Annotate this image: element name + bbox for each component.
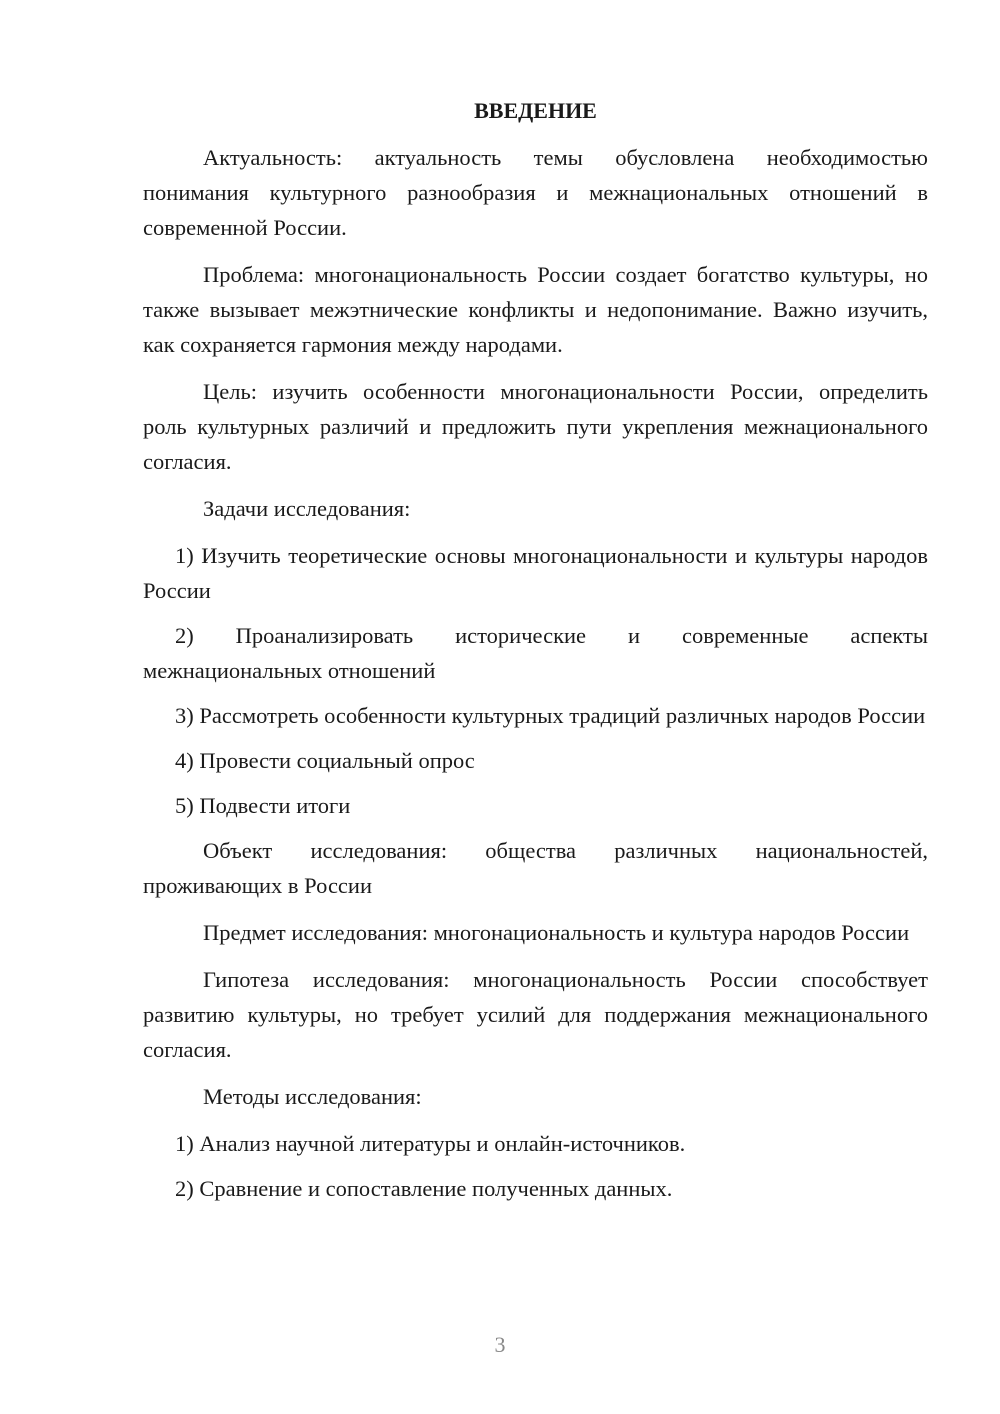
relevance-paragraph: Актуальность: актуальность темы обусловлена необходимостью понимания культурного разнообразия и межнациональных отношений в современной России. bbox=[143, 145, 928, 240]
method-item: 1) Анализ научной литературы и онлайн-источников. bbox=[175, 1131, 686, 1156]
task-item: 4) Провести социальный опрос bbox=[175, 748, 475, 773]
page-number: 3 bbox=[494, 1332, 506, 1357]
goal-paragraph: Цель: изучить особенности многонациональности России, определить роль культурных различий и предложить пути укрепления межнационального согласия. bbox=[143, 379, 928, 474]
hypothesis-paragraph: Гипотеза исследования: многонациональность России способствует развитию культуры, но требует усилий для поддержания межнационального согласия. bbox=[143, 967, 928, 1062]
task-item: 2) Проанализировать исторические и современные аспекты межнациональных отношений bbox=[143, 623, 928, 683]
method-item: 2) Сравнение и сопоставление полученных данных. bbox=[175, 1176, 673, 1201]
document-title: ВВЕДЕНИЕ bbox=[474, 98, 597, 123]
object-paragraph: Объект исследования: общества различных национальностей, проживающих в России bbox=[143, 838, 928, 898]
task-item: 3) Рассмотреть особенности культурных традиций различных народов России bbox=[175, 703, 926, 728]
methods-heading: Методы исследования: bbox=[203, 1084, 422, 1109]
document-page bbox=[143, 94, 928, 1216]
subject-paragraph: Предмет исследования: многонациональность и культура народов России bbox=[203, 920, 910, 945]
tasks-heading: Задачи исследования: bbox=[203, 496, 411, 521]
problem-paragraph: Проблема: многонациональность России создает богатство культуры, но также вызывает межэтнические конфликты и недопонимание. Важно изучить, как сохраняется гармония между народами. bbox=[143, 262, 928, 357]
task-item: 5) Подвести итоги bbox=[175, 793, 351, 818]
task-item: 1) Изучить теоретические основы многонациональности и культуры народов России bbox=[143, 543, 928, 603]
